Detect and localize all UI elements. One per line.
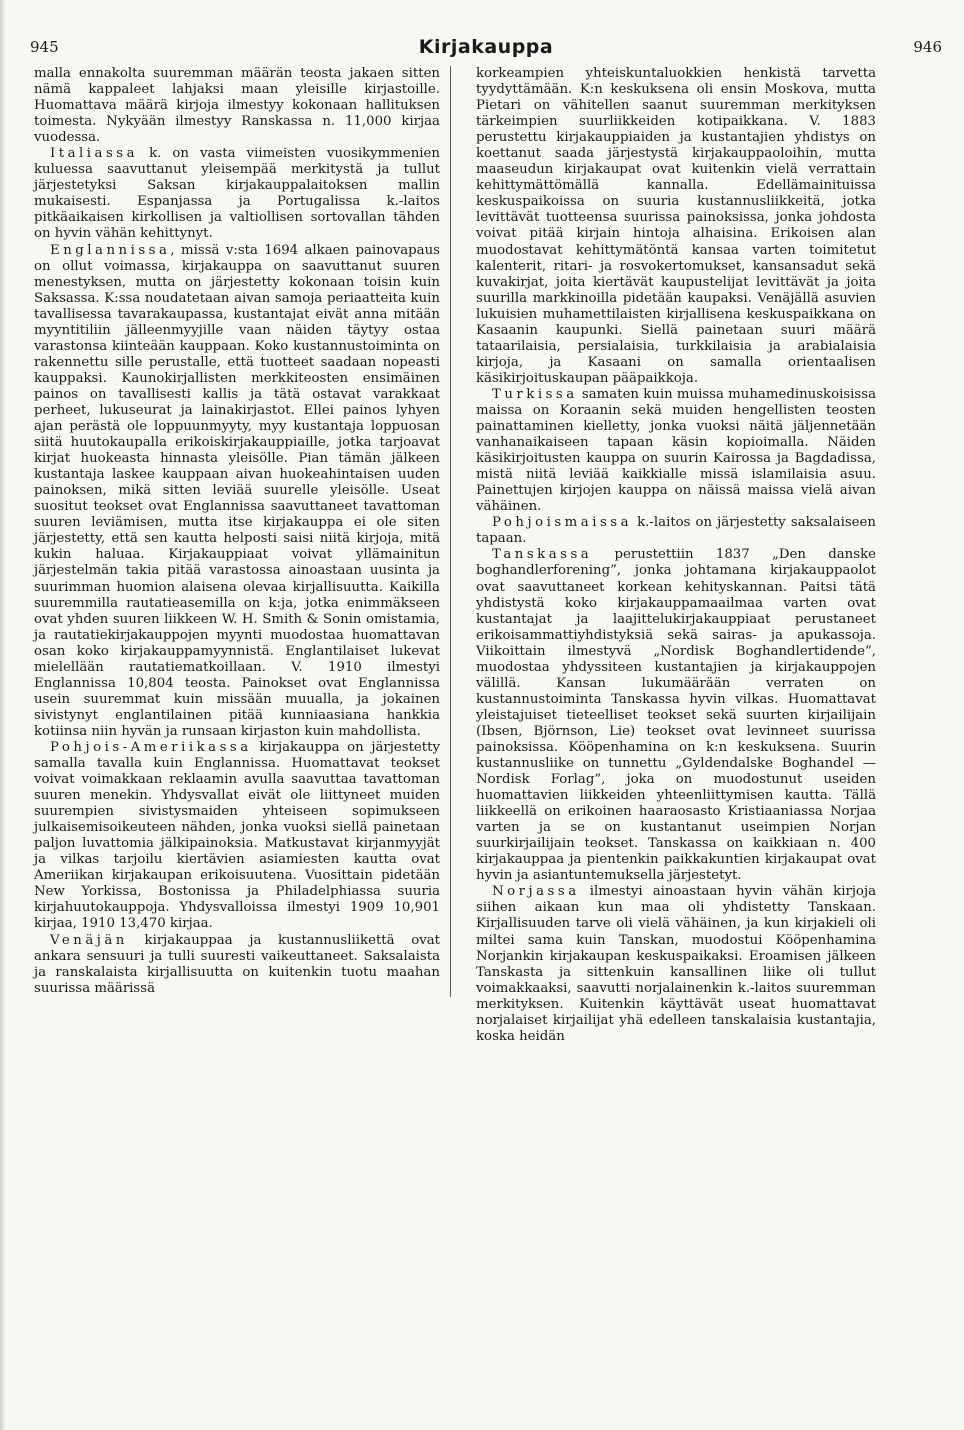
paragraph: Pohjois-Ameriikassa kirjakauppa on järjestetty samalla tavalla kuin Englannissa. Huomattavat teokset voivat voimakkaan reklaamin avulla saavuttaa tavattoman suuren menekin. Yhdysvallat eivät ole liittyneet muiden suurempien sivistysmaiden yhteiseen sopimukseen julkaisemisoikeuteen nähden, jonka vuoksi siellä painetaan paljon luvattomia jälkipainoksia. Matkustavat kirjanmyyjät ja vilkas tarjoilu kiertävien asiamiesten kautta ovat Ameriikan kirjakaupan erikoisuutena. Vuosittain pidetään New Yorkissa, Bostonissa ja Philadelphiassa suuria kirjahuutokauppoja. Yhdysvalloissa ilmestyi 1909 10,901 kirjaa, 1910 13,470 kirjaa. <box>34 739 440 932</box>
paragraph: malla ennakolta suuremman määrän teosta jakaen sitten nämä kappaleet lahjaksi maan yleisille kirjastoille. Huomattava määrä kirjoja ilmestyy kokonaan hallituksen toimesta. Nykyään ilmestyy Ranskassa n. 11,000 kirjaa vuodessa. <box>34 66 440 146</box>
paragraph: Venäjän kirjakauppaa ja kustannusliikettä ovat ankara sensuuri ja tulli suuresti vaikeuttaneet. Saksalaista ja ranskalaista kirjallisuutta on kuitenkin tuotu maahan suurissa määrissä <box>34 932 440 996</box>
page-number-right: 946 <box>913 38 942 56</box>
right-column <box>476 66 876 1045</box>
paragraph: Pohjoismaissa k.-laitos on järjestetty saksalaiseen tapaan. <box>476 515 876 547</box>
paragraph: Norjassa ilmestyi ainoastaan hyvin vähän kirjoja siihen aikaan kun maa oli yhdistetty Tanskaan. Kirjallisuuden tarve oli vielä vähäinen, ja kun kirjakieli oli miltei sama kuin Tanskan, muodostui Kööpenhamina Norjankin kirjakaupan keskuspaikaksi. Eroamisen jälkeen Tanskasta ja sittenkuin kansallinen liike oli tullut voimakkaaksi, saavutti norjalainenkin k.-laitos suuremman merkityksen. Kuitenkin käyttävät useat huomattavat norjalaiset kirjailijat yhä edelleen tanskalaisia kustantajia, koska heidän <box>476 884 876 1044</box>
section-lead: Italiassa <box>50 146 139 162</box>
section-lead: Norjassa <box>492 884 580 900</box>
section-lead: Englannissa <box>50 242 171 258</box>
section-lead: Tanskassa <box>492 547 593 563</box>
section-lead: Pohjoismaissa <box>492 515 633 531</box>
running-title: Kirjakauppa <box>418 36 554 58</box>
section-lead: Pohjois-Ameriikassa <box>50 739 252 755</box>
paragraph: Italiassa k. on vasta viimeisten vuosikymmenien kuluessa saavuttanut yleisempää merkitystä ja tullut järjestetyksi Saksan kirjakauppalaitoksen mallin mukaisesti. Espanjassa ja Portugalissa k.-laitos pitkäaikaisen kirkollisen ja valtiollisen sortovallan tähden on hyvin vähän kehittynyt. <box>34 146 440 242</box>
page-header <box>30 38 942 62</box>
section-lead: Venäjän <box>50 932 128 948</box>
binding-edge <box>0 0 6 1430</box>
paragraph: Turkissa samaten kuin muissa muhamedinuskoisissa maissa on Koraanin sekä muiden hengellisten teosten painattaminen kielletty, jonka vuoksi näitä jäljennetään vanhanaikaiseen tapaan käsin kopioimalla. Näiden käsikirjoitusten kauppa on suurin Kairossa ja Bagdadissa, mistä niitä leviää kaikkialle missä islamilaisia asuu. Painettujen kirjojen kauppa on näissä maissa vielä aivan vähäinen. <box>476 386 876 515</box>
page-number-left: 945 <box>30 38 59 56</box>
paragraph: Englannissa, missä v:sta 1694 alkaen painovapaus on ollut voimassa, kirjakauppa on saavuttanut suuren menestyksen, mutta on järjestetty kokonaan toisin kuin Saksassa. K:ssa noudatetaan aivan samoja periaatteita kuin tavallisessa tavarakaupassa, kustantajat eivät anna mitään myyntitiliin jälleenmyyjille vaan näiden täytyy ostaa varastonsa kiinteään kauppaan. Koko kustannustoiminta on rakennettu sille perustalle, että tuotteet saadaan nopeasti kauppaksi. Kaunokirjallisten merkkiteosten ensimäinen painos on tavallisesti kallis ja tätä ostavat varakkaat perheet, lukuseurat ja lainakirjastot. Ellei painos lyhyen ajan perästä ole loppuunmyyty, myy kustantaja loppuosan siitä huutokaupalla erikoiskirjakauppiaille, jotka tarjoavat kirjat huokeasta hinnasta yleisölle. Pian tämän jälkeen kustantaja laskee kauppaan aivan huokeahintaisen uuden painoksen, mikä sitten leviää suurelle yleisölle. Useat suositut teokset ovat Englannissa saavuttaneet tavattoman suuren leviämisen, mutta itse kirjakauppa ei ole siten järjestetty, että sen kautta helposti saisi niitä kirjoja, mitä kukin haluaa. Kirjakauppiaat voivat yllämainitun järjestelmän takia pitää varastossa ainoastaan uusinta ja suurimman huomion alaisena olevaa kirjallisuutta. Kaikilla suuremmilla rautatieasemilla on k:ja, jotka enimmäkseen ovat yhden suuren liikkeen W. H. Smith & Sonin omistamia, ja rautatiekirjakauppojen myynti muodostaa huomattavan osan koko kirjakauppamyynnistä. Englantilaiset lukevat mielellään rautatiematkoillaan. V. 1910 ilmestyi Englannissa 10,804 teosta. Painokset ovat Englannissa usein suuremmat kuin missään muualla, ja jokainen sivistynyt englantilainen pitää kunniaasiana hankkia kotiinsa niin hyvän ja runsaan kirjaston kuin mahdollista. <box>34 242 440 739</box>
left-column <box>34 66 451 997</box>
paragraph: korkeampien yhteiskuntaluokkien henkistä tarvetta tyydyttämään. K:n keskuksena oli ensin Moskova, mutta Pietari on vähitellen saanut suuremman merkityksen tärkeimpien suurliikkeiden kotipaikkana. V. 1883 perustettu kirjakauppiaiden ja kustantajien yhdistys on koettanut saada järjestystä kirjakauppaoloihin, mutta maaseudun kirjakaupat ovat kuitenkin vielä verrattain kehittymättömällä kannalla. Edellämainituissa keskuspaikoissa on suuria kustannusliikkeitä, jotka levittävät tuotteensa suurissa painoksissa, jonka johdosta voivat pitää kirjain hintoja alhaisina. Erikoisen alan muodostavat kehittymätöntä kansaa varten toimitetut kalenterit, ritari- ja rosvokertomukset, kansansadut sekä kuvakirjat, joita kiertävät kaupustelijat levittävät ja joita suurilla markkinoilla pidetään kaupaksi. Venäjällä asuvien lukuisien muhamettilaisten kirjallisena keskuspaikkana on Kasaanin kaupunki. Siellä painetaan suuri määrä tataarilaisia, persialaisia, turkkilaisia ja arabialaisia kirjoja, ja Kasaani on samalla orientaalisen käsikirjoituskaupan pääpaikkoja. <box>476 66 876 386</box>
paragraph: Tanskassa perustettiin 1837 „Den danske boghandlerforening”, jonka johtamana kirjakauppaolot ovat saavuttaneet korkean kehityskannan. Paitsi tätä yhdistystä koko kirjakauppamaailmaa varten ovat kustantajat ja laajittelukirjakauppiaat perustaneet erikoisammattiyhdistyksiä sekä sairas- ja apukassoja. Viikoittain ilmestyvä „Nordisk Boghandlertidende”, muodostaa yhdyssiteen kustantajien ja kirjakauppojen välillä. Kansan lukumäärään verraten on kustannustoiminta Tanskassa hyvin vilkas. Huomattavat yleistajuiset tieteelliset teokset sekä suurten kirjailijain (Ibsen, Björnson, Lie) teokset ovat levinneet suurissa painoksissa. Kööpenhamina on k:n keskuksena. Suurin kustannusliike on tunnettu „Gyldendalske Boghandel — Nordisk Forlag”, joka on muodostunut useiden huomattavien liikkeiden yhteenliittymisen kautta. Tällä liikkeellä on erikoinen haaraosasto Kristiaaniassa Norjaa varten ja se on kustantanut useimpien Norjan suurkirjailijain teokset. Tanskassa on kaikkiaan n. 400 kirjakauppaa ja pientenkin paikkakuntien kirjakaupat ovat hyvin ja asiantuntemuksella järjestetyt. <box>476 547 876 884</box>
section-lead: Turkissa <box>492 386 578 402</box>
